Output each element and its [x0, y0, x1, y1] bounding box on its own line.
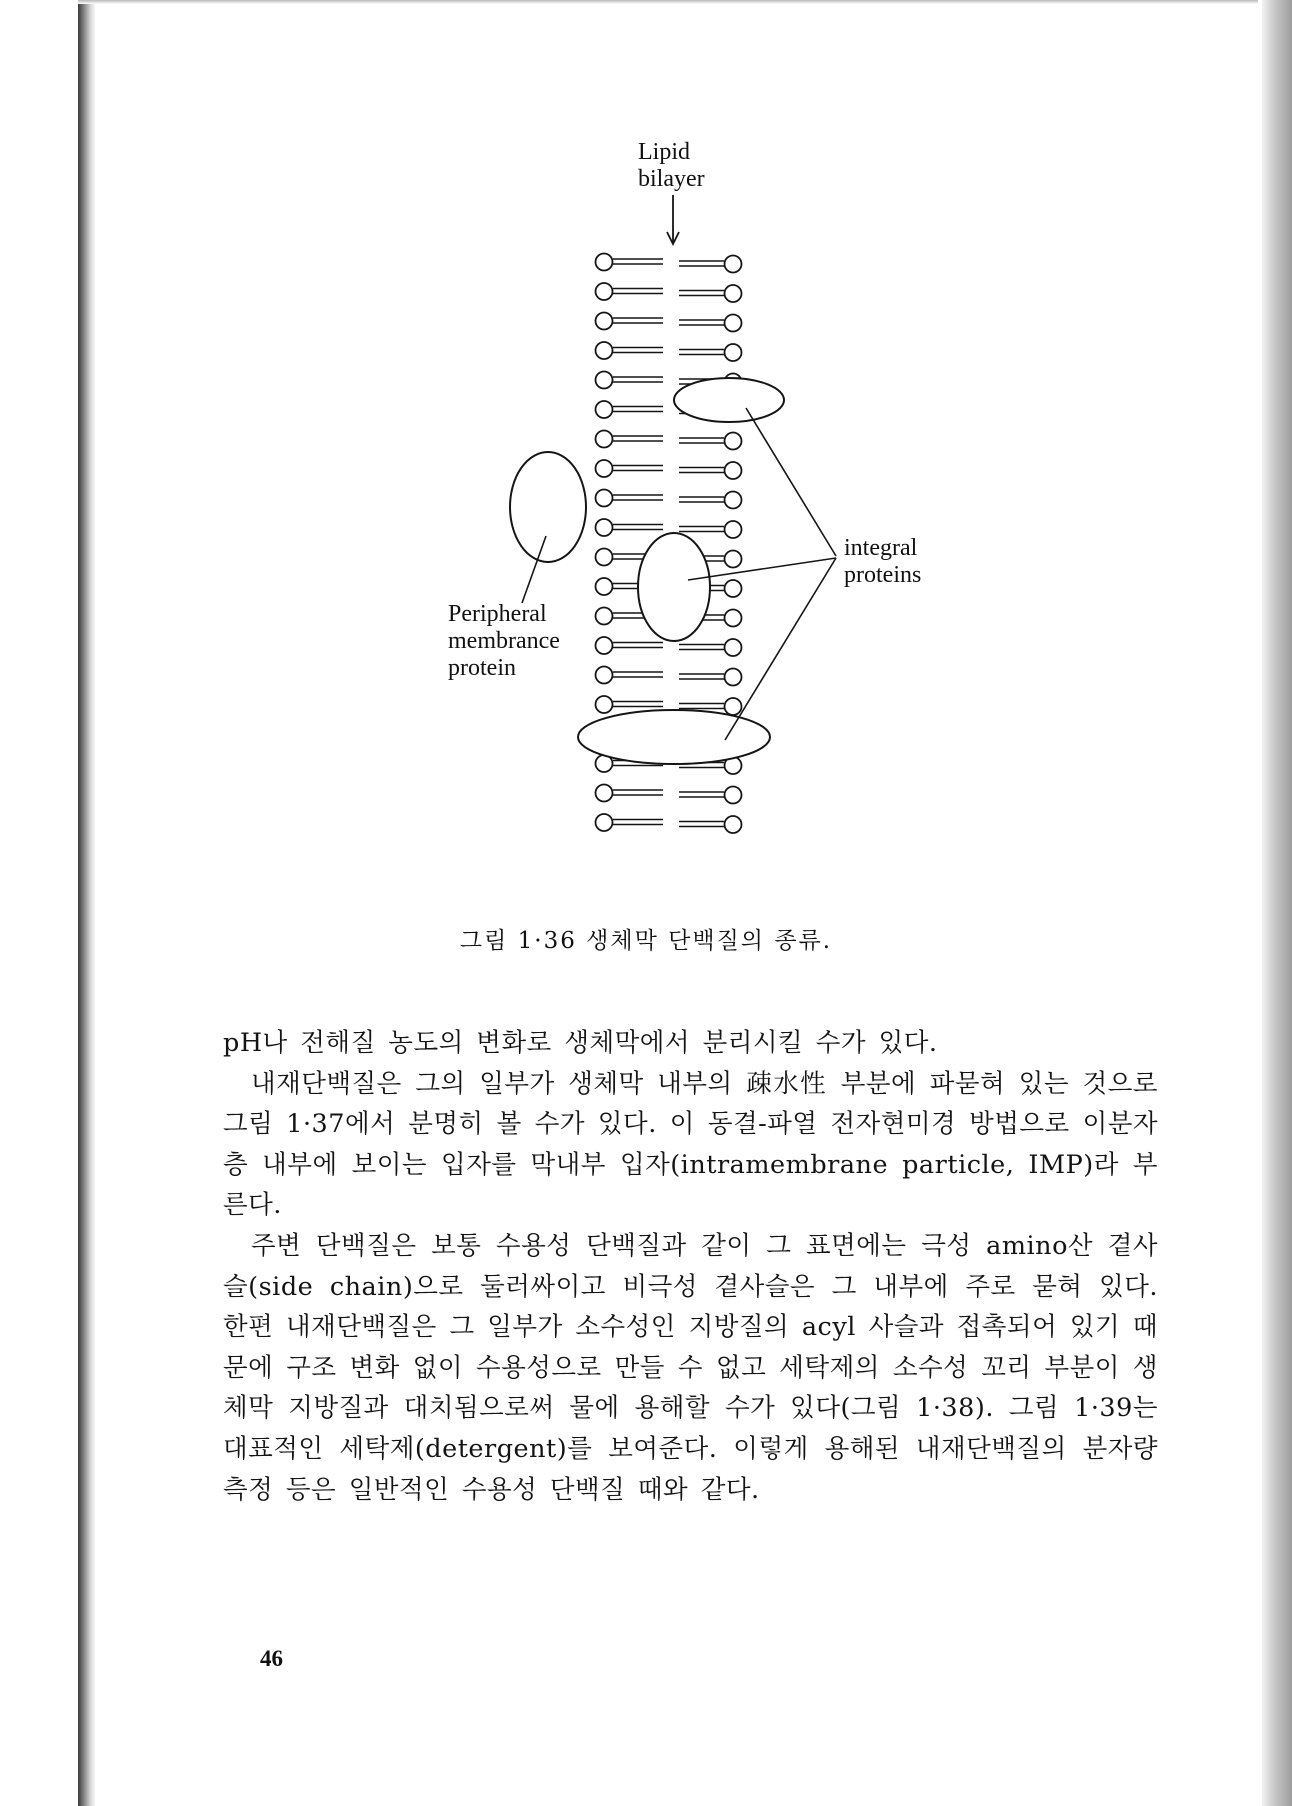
lipid-head-right	[725, 610, 742, 627]
lipid-head-left	[596, 342, 613, 359]
lipid-head-right	[725, 580, 742, 597]
peripheral-protein-label	[448, 601, 560, 682]
paragraph-1: pH나 전해질 농도의 변화로 생체막에서 분리시킬 수가 있다.	[223, 1028, 938, 1058]
body-text	[223, 1023, 1158, 1510]
lipid-bilayer-label-line-1: Lipid	[638, 139, 690, 165]
paragraph-3: 주변 단백질은 보통 수용성 단백질과 같이 그 표면에는 극성 amino산 곁사슬(side chain)으로 둘러싸이고 비극성 곁사슬은 그 내부에 주로 묻혀 있다. 한편 내재단백질은 그 일부가 소수성인 지방질의 acyl 사슬과 접촉되어 있기 때문에 구조 변화 없이 수용성으로 만들 수 없고 세탁제의 소수성 꼬리 부분이 생체막 지방질과 대치됨으로써 물에 용해할 수가 있다(그림 1·38). 그림 1·39는 대표적인 세탁제(detergent)를 보여준다. 이렇게 용해된 내재단백질의 분자량 측정 등은 일반적인 수용성 단백질 때와 같다.	[223, 1230, 1158, 1505]
peripheral-protein	[510, 452, 586, 562]
lipid-head-left	[596, 637, 613, 654]
lipid-bilayer-arrow	[667, 195, 679, 244]
integral-protein-middle	[638, 533, 710, 641]
lipid-head-left	[596, 372, 613, 389]
lipid-head-right	[725, 698, 742, 715]
peripheral-protein-label-line-2: membrance	[448, 628, 560, 654]
lipid-head-left	[596, 283, 613, 300]
lipid-head-right	[725, 462, 742, 479]
lipid-bilayer-label-line-2: bilayer	[638, 166, 705, 192]
lipid-head-left	[596, 313, 613, 330]
figure-caption: 그림 1·36 생체막 단백질의 종류.	[459, 928, 833, 954]
integral-protein-bottom	[578, 710, 770, 764]
lipid-head-right	[725, 669, 742, 686]
integral-proteins-label	[844, 535, 921, 589]
paragraph-2: 내재단백질은 그의 일부가 생체막 내부의 疎水性 부분에 파묻혀 있는 것으로 그림 1·37에서 분명히 볼 수가 있다. 이 동결-파열 전자현미경 방법으로 이분자층 내부에 보이는 입자를 막내부 입자(intramembrane particle, IMP)라 부른다.	[223, 1068, 1158, 1221]
lipid-head-left	[596, 785, 613, 802]
lipid-head-right	[725, 787, 742, 804]
lipid-head-left	[596, 667, 613, 684]
lipid-head-right	[725, 492, 742, 509]
lipid-bilayer-label	[638, 139, 705, 193]
peripheral-protein-label-line-1: Peripheral	[448, 601, 547, 627]
lipid-head-right	[725, 816, 742, 833]
lipid-head-right	[725, 521, 742, 538]
lipid-head-right	[725, 639, 742, 656]
lipid-head-left	[596, 578, 613, 595]
lipid-head-left	[596, 814, 613, 831]
integral-protein-top	[674, 378, 784, 422]
integral-proteins-label-line-2: proteins	[844, 562, 922, 588]
lipid-head-right	[725, 433, 742, 450]
lipid-head-right	[725, 256, 742, 273]
lipid-head-right	[725, 315, 742, 332]
lipid-head-right	[725, 551, 742, 568]
lipid-head-right	[725, 344, 742, 361]
lipid-head-left	[596, 460, 613, 477]
lipid-head-left	[596, 696, 613, 713]
lipid-head-left	[596, 519, 613, 536]
lipid-head-left	[596, 254, 613, 271]
lipid-head-left	[596, 401, 613, 418]
lipid-head-left	[596, 431, 613, 448]
lipid-head-left	[596, 490, 613, 507]
lipid-head-right	[725, 285, 742, 302]
page-number: 46	[260, 1646, 283, 1671]
lipid-head-left	[596, 608, 613, 625]
peripheral-protein-label-line-3: protein	[448, 655, 516, 681]
lipid-head-left	[596, 549, 613, 566]
integral-proteins-label-line-1: integral	[844, 535, 918, 561]
